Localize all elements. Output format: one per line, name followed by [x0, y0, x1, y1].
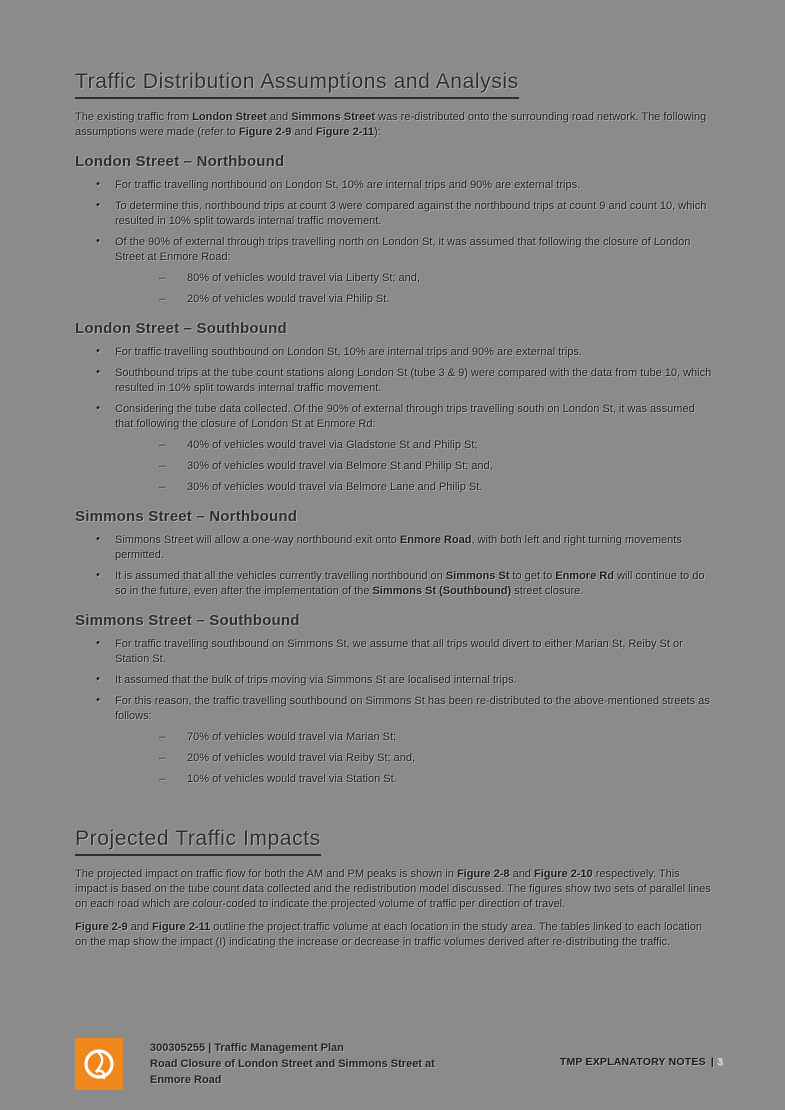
footer-right-label: TMP EXPLANATORY NOTES [559, 1056, 706, 1068]
subsection-heading-london-northbound: London Street – Northbound [75, 153, 285, 170]
logo-swirl-icon [75, 1038, 123, 1090]
report-title-line-1: Road Closure of London Street and Simmons Street at [150, 1058, 435, 1070]
section-spacer [75, 793, 712, 827]
bullet-list-london-northbound [75, 178, 712, 307]
page-number: 3 [716, 1056, 723, 1068]
bullet-item: • It is assumed that all the vehicles currently travelling northbound on Simmons St to get to Enmore Rd will continue to do so in the future, even after the implementation of the Simmons St (Southbound) street closure. [75, 569, 712, 599]
subsection-heading-simmons-southbound: Simmons Street – Southbound [75, 612, 300, 629]
impacts-paragraph-1: The projected impact on traffic flow for both the AM and PM peaks is shown in Figure 2-8 and Figure 2-10 respectively. This impact is based on the tube count data collected and the redistribution model discussed. The figures show two sets of parallel lines on each road which are colour-coded to indicate the projected volume of traffic per direction of travel. [75, 868, 711, 910]
footer-report-info [150, 1040, 435, 1088]
bullet-item: • For traffic travelling northbound on London St, 10% are internal trips and 90% are external trips. [75, 178, 712, 193]
bullet-item [75, 694, 712, 787]
bullet-item: • To determine this, northbound trips at count 3 were compared against the northbound trips at count 9 and count 10, which resulted in 10% split towards internal traffic movement. [75, 199, 712, 229]
footer [75, 1038, 725, 1098]
footer-page-label [560, 1056, 723, 1068]
company-logo-icon [75, 1038, 123, 1090]
sub-bullet-list [115, 438, 712, 495]
footer-separator: | [710, 1056, 714, 1068]
bullet-item: • Southbound trips at the tube count stations along London St (tube 3 & 9) were compared with the data from tube 10, which resulted in 10% split towards internal traffic movement. [75, 366, 712, 396]
bullet-text: For this reason, the traffic travelling southbound on Simmons St has been re-distributed to the above-mentioned streets as follows: [115, 695, 710, 722]
subsection-heading-simmons-northbound: Simmons Street – Northbound [75, 508, 298, 525]
sub-bullet-item: – 20% of vehicles would travel via Reiby St; and, [115, 751, 712, 766]
sub-bullet-item: – 10% of vehicles would travel via Station St. [115, 772, 712, 787]
sub-bullet-item: – 40% of vehicles would travel via Gladstone St and Philip St; [115, 438, 712, 453]
report-title-line-2: Enmore Road [150, 1074, 222, 1086]
bullet-text: Of the 90% of external through trips travelling north on London St, it was assumed that following the closure of London Street at Enmore Road: [115, 236, 691, 263]
subsection-heading-london-southbound: London Street – Southbound [75, 320, 287, 337]
intro-paragraph: The existing traffic from London Street and Simmons Street was re-distributed onto the surrounding road network. The following assumptions were made (refer to Figure 2-9 and Figure 2-11): [75, 111, 707, 138]
section-traffic-distribution [75, 70, 712, 787]
bullet-text: Considering the tube data collected. Of the 90% of external through trips travelling south on London St, it was assumed that following the closure of London St at Enmore Rd: [115, 403, 695, 430]
impacts-paragraph-2: Figure 2-9 and Figure 2-11 outline the project traffic volume at each location in the study area. The tables linked to each location on the map show the impact (I) indicating the increase or decrease in traffic volumes derived after re-distributing the traffic. [75, 921, 702, 948]
page-content [75, 70, 712, 958]
sub-bullet-item: – 30% of vehicles would travel via Belmore Lane and Philip St. [115, 480, 712, 495]
bullet-item: • It assumed that the bulk of trips moving via Simmons St are localised internal trips. [75, 673, 712, 688]
bullet-list-simmons-northbound [75, 533, 712, 599]
sub-bullet-item: – 70% of vehicles would travel via Marian St; [115, 730, 712, 745]
section-projected-impacts [75, 827, 712, 950]
bullet-item: • For traffic travelling southbound on Simmons St, we assume that all trips would divert to either Marian St, Reiby St or Station St. [75, 637, 712, 667]
bullet-list-simmons-southbound [75, 637, 712, 787]
sub-bullet-list [115, 271, 712, 307]
sub-bullet-item: – 20% of vehicles would travel via Philip St. [115, 292, 712, 307]
bullet-item: • Simmons Street will allow a one-way northbound exit onto Enmore Road, with both left and right turning movements permitted. [75, 533, 712, 563]
sub-bullet-item: – 80% of vehicles would travel via Liberty St; and, [115, 271, 712, 286]
section-title-traffic-distribution: Traffic Distribution Assumptions and Analysis [75, 70, 519, 99]
bullet-item [75, 235, 712, 307]
bullet-list-london-southbound [75, 345, 712, 495]
sub-bullet-list [115, 730, 712, 787]
project-number-line: 300305255 | Traffic Management Plan [150, 1042, 344, 1054]
bullet-item: • For traffic travelling southbound on London St, 10% are internal trips and 90% are external trips. [75, 345, 712, 360]
sub-bullet-item: – 30% of vehicles would travel via Belmore St and Philip St; and, [115, 459, 712, 474]
section-title-projected-impacts: Projected Traffic Impacts [75, 827, 321, 856]
bullet-item [75, 402, 712, 495]
